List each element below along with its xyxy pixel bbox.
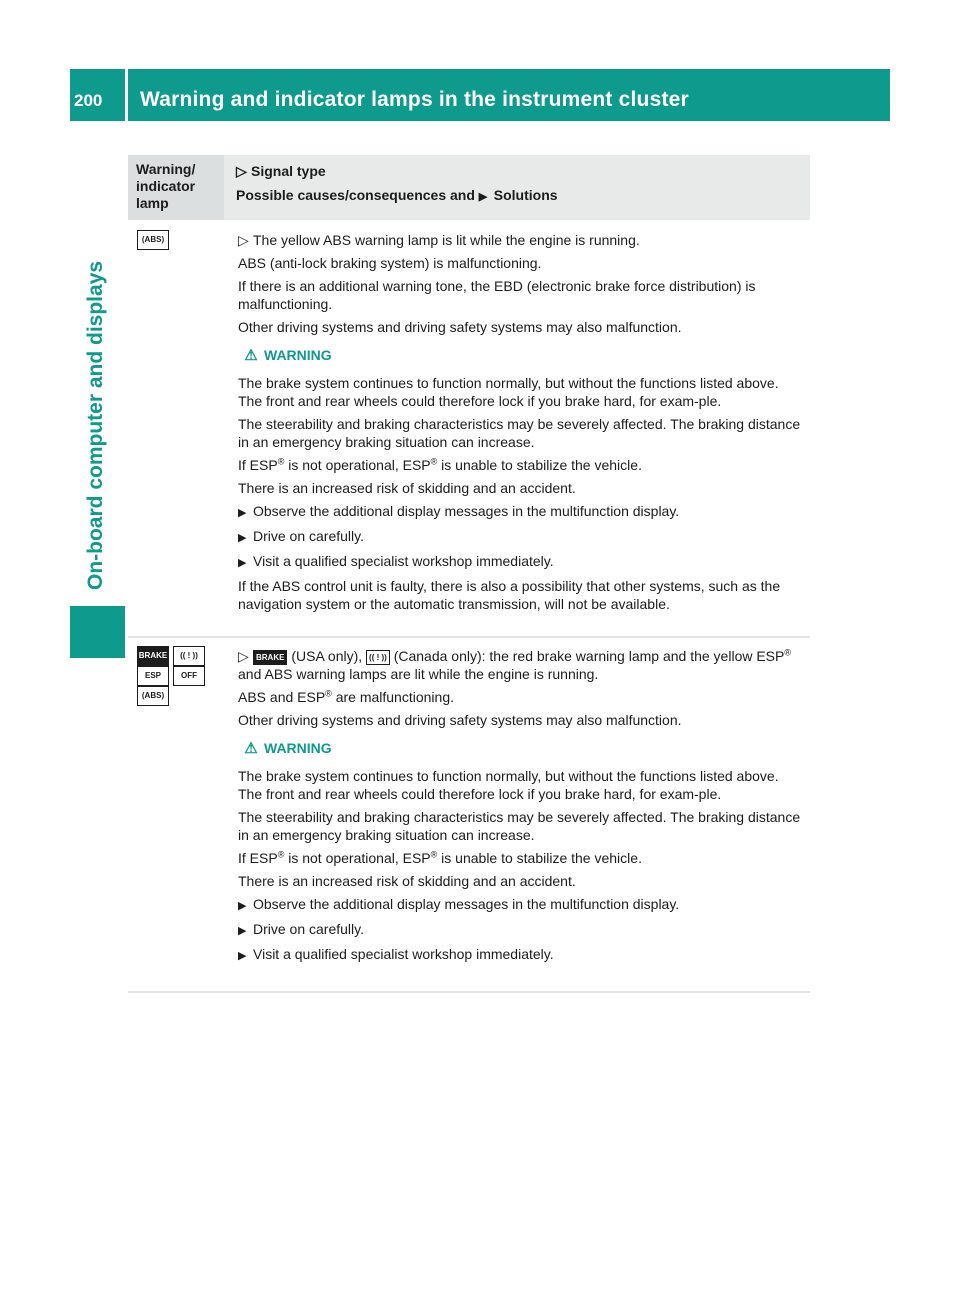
arrow-icon: ▶ [238,532,247,544]
row2-warning-heading: ⚠ WARNING [238,739,804,758]
triangle-icon: ▷ [238,232,249,248]
brake-circle-inline-icon: (( ! )) [366,650,390,665]
brake-inline-icon: BRAKE [253,650,287,665]
brake-lamp-icon: BRAKE [137,646,169,666]
row1-step-3: ▶ Visit a qualified specialist workshop immediately. [238,552,804,572]
row1-cause-1: ABS (anti-lock braking system) is malfunctioning. [238,255,542,271]
abs-lamp-icon: (ABS) [137,686,169,706]
arrow-icon: ▶ [238,950,247,962]
row1-warning-3: If ESP® is not operational, ESP® is unable to stabilize the vehicle. [238,456,642,473]
esp-lamp-icon: ESP [137,666,169,686]
table-header-signal-type [236,163,326,180]
warning-icon: ⚠ [244,347,258,364]
row1-warning-1: The brake system continues to function normally, but without the functions listed above. The front and rear wheels could therefore lock if you brake hard, for exam-ple. [238,375,779,409]
esp-off-lamp-icon: OFF [173,666,205,686]
row1-step-2: ▶ Drive on carefully. [238,527,804,547]
header-divider [125,69,128,121]
signal-type-label: Signal type [251,163,326,179]
abs-lamp-icon: (ABS) [137,230,169,250]
arrow-icon: ▶ [238,507,247,519]
brake-circle-lamp-icon: (( ! )) [173,646,205,666]
row-divider [128,991,810,993]
triangle-icon: ▷ [238,648,249,664]
row-divider [128,636,810,638]
row2-warning-3: If ESP® is not operational, ESP® is unable to stabilize the vehicle. [238,849,642,866]
row2-warning-4: There is an increased risk of skidding and an accident. [238,873,576,889]
row2-step-2: ▶ Drive on carefully. [238,920,804,940]
arrow-icon: ▶ [238,925,247,937]
triangle-icon: ▷ [236,163,247,179]
causes-label: Possible causes/consequences and [236,187,475,203]
row2-step-3: ▶ Visit a qualified specialist workshop immediately. [238,945,804,965]
row1-warning-heading: ⚠ WARNING [238,346,804,365]
row2-content [238,647,804,970]
warning-icon: ⚠ [244,740,258,757]
page-number: 200 [74,91,103,110]
side-tab-bar [70,606,125,658]
row1-step-1: ▶ Observe the additional display messages in the multifunction display. [238,502,804,522]
row2-warning-2: The steerability and braking characteristics may be severely affected. The braking distance in an emergency braking situation can increase. [238,809,801,843]
row1-content [238,231,804,618]
row1-cause-3: Other driving systems and driving safety systems may also malfunction. [238,319,682,335]
row1-cause-2: If there is an additional warning tone, the EBD (electronic brake force distribution) is malfunctioning. [238,278,756,312]
row1-warning-2: The steerability and braking characteristics may be severely affected. The braking distance in an emergency braking situation can increase. [238,416,801,450]
side-section-text: On-board computer and displays [84,260,107,590]
row1-note: If the ABS control unit is faulty, there is also a possibility that other systems, such as the navigation system or the automatic transmission, will not be available. [238,578,781,612]
row1-signal: ▷ The yellow ABS warning lamp is lit while the engine is running. [238,232,640,248]
solutions-label: Solutions [493,187,558,203]
row2-cause-2: Other driving systems and driving safety systems may also malfunction. [238,712,682,728]
page-title: Warning and indicator lamps in the instrument cluster [140,88,689,111]
arrow-icon: ▶ [478,191,488,203]
row1-warning-4: There is an increased risk of skidding and an accident. [238,480,576,496]
table-header-solutions [236,187,558,203]
row2-step-1: ▶ Observe the additional display messages in the multifunction display. [238,895,804,915]
row2-signal: ▷ BRAKE (USA only), (( ! )) (Canada only): the red brake warning lamp and the yellow ESP® and ABS warning lamps are lit while the engine is running. [238,647,792,682]
arrow-icon: ▶ [238,557,247,569]
row2-cause-1: ABS and ESP® are malfunctioning. [238,688,454,705]
row2-warning-1: The brake system continues to function normally, but without the functions listed above. The front and rear wheels could therefore lock if you brake hard, for exam-ple. [238,768,779,802]
table-header-lamp: Warning/ indicator lamp [136,161,196,211]
arrow-icon: ▶ [238,900,247,912]
